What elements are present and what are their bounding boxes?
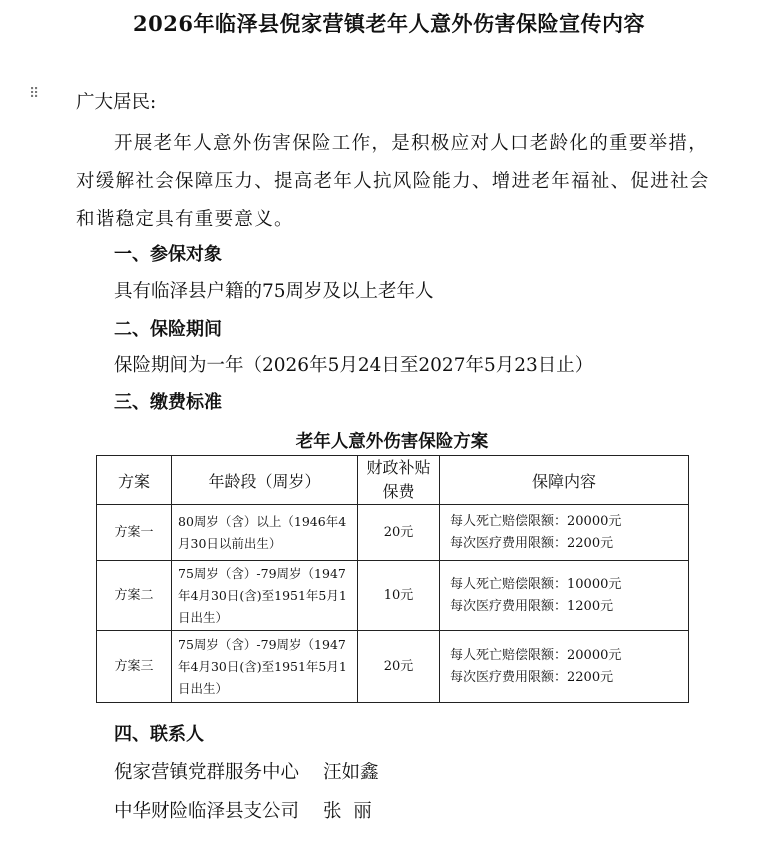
coverage-death: 每人死亡赔偿限额：20000元 xyxy=(450,647,622,663)
contact-name: 汪如鑫 xyxy=(323,762,379,783)
coverage-medical: 每次医疗费用限额：2200元 xyxy=(450,669,614,685)
document-title: 2026年临泽县倪家营镇老年人意外伤害保险宣传内容 xyxy=(133,11,645,36)
greeting: 广大居民: xyxy=(76,92,157,113)
cell-plan: 方案一 xyxy=(97,505,172,561)
cell-plan: 方案二 xyxy=(97,561,172,631)
header-coverage: 保障内容 xyxy=(440,456,689,505)
cell-plan: 方案三 xyxy=(97,631,172,703)
section-heading-fee: 三、缴费标准 xyxy=(114,392,222,413)
coverage-medical: 每次医疗费用限额：2200元 xyxy=(450,535,614,551)
cell-age: 75周岁（含）-79周岁（1947年4月30日(含)至1951年5月1日出生） xyxy=(172,631,358,703)
section-heading-contacts: 四、联系人 xyxy=(114,724,204,745)
header-age: 年龄段（周岁） xyxy=(172,456,358,505)
header-plan: 方案 xyxy=(97,456,172,505)
cell-age: 75周岁（含）-79周岁（1947年4月30日(含)至1951年5月1日出生） xyxy=(172,561,358,631)
table-row xyxy=(97,505,689,561)
table-row xyxy=(97,561,689,631)
table-title: 老年人意外伤害保险方案 xyxy=(295,432,489,452)
contact-line xyxy=(114,797,372,823)
section-heading-insured: 一、参保对象 xyxy=(114,244,222,265)
contact-name: 张 丽 xyxy=(323,801,372,822)
contact-org: 中华财险临泽县支公司 xyxy=(114,801,300,822)
contact-line xyxy=(114,758,379,784)
drag-handle-icon[interactable]: ⠿ xyxy=(29,86,40,102)
contact-org: 倪家营镇党群服务中心 xyxy=(114,762,300,783)
cell-fee: 20元 xyxy=(358,505,440,561)
insurance-plan-table xyxy=(96,455,689,703)
table-row xyxy=(97,631,689,703)
section-text-period: 保险期间为一年（2026年5月24日至2027年5月23日止） xyxy=(114,355,594,376)
cell-fee: 20元 xyxy=(358,631,440,703)
coverage-death: 每人死亡赔偿限额：20000元 xyxy=(450,513,622,529)
cell-fee: 10元 xyxy=(358,561,440,631)
cell-coverage xyxy=(440,561,689,631)
header-fee: 财政补贴保费 xyxy=(358,456,440,505)
table-header-row xyxy=(97,456,689,505)
cell-coverage xyxy=(440,505,689,561)
cell-coverage xyxy=(440,631,689,703)
section-text-insured: 具有临泽县户籍的75周岁及以上老年人 xyxy=(114,281,434,302)
coverage-medical: 每次医疗费用限额：1200元 xyxy=(450,598,614,614)
coverage-death: 每人死亡赔偿限额：10000元 xyxy=(450,576,622,592)
section-heading-period: 二、保险期间 xyxy=(114,319,222,340)
cell-age: 80周岁（含）以上（1946年4月30日以前出生） xyxy=(172,505,358,561)
intro-paragraph: 开展老年人意外伤害保险工作，是积极应对人口老龄化的重要举措，对缓解社会保障压力、提高老年人抗风险能力、增进老年福祉、促进社会和谐稳定具有重要意义。 xyxy=(76,133,710,230)
